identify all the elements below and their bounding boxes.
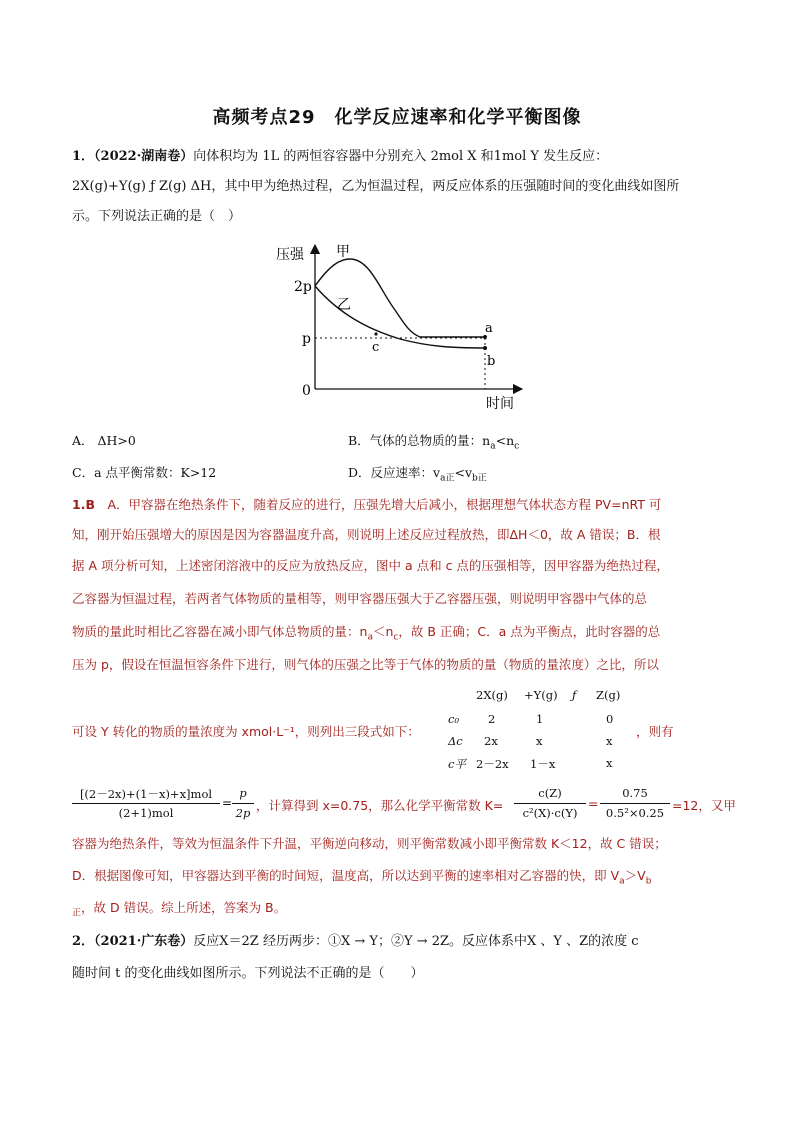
table-cell: x <box>606 756 613 770</box>
answer-line-2: 知，刚开始压强增大的原因是因为容器温度升高，则说明上述反应过程放热，即ΔH＜0，故 A 错误；B．根 <box>72 527 661 542</box>
curve-jia-label: 甲 <box>336 244 350 260</box>
answer-line-9: 容器为绝热条件，等效为恒温条件下升温，平衡逆向移动，则平衡常数减小即平衡常数 K＜12，故 C 错误； <box>72 836 667 851</box>
fraction-1-denominator: (2+1)mol <box>118 806 174 820</box>
answer-line-6: 压为 p，假设在恒温恒容条件下进行，则气体的压强之比等于气体的物质的量（物质的量浓度）之比，所以 <box>72 657 659 672</box>
pressure-time-graph <box>270 235 530 415</box>
table-row-label: Δc <box>448 734 463 748</box>
table-header-arrow: ƒ <box>572 688 577 702</box>
answer-line-8-mid: ，计算得到 x=0.75，那么化学平衡常数 K= <box>256 798 504 813</box>
question-number: 1． <box>72 149 95 164</box>
answer-line-8-end: =12，又甲 <box>672 798 736 813</box>
option-c: C．a 点平衡常数：K>12 <box>72 465 217 480</box>
option-d: D．反应速率：$v_{a正}<v_{b正}$ <box>348 465 487 484</box>
fraction-2-denominator: 2p <box>235 806 251 820</box>
answer-label: 1.B <box>72 497 95 512</box>
point-c-label: c <box>372 340 380 355</box>
question-1-line-3: 示。下列说法正确的是（ ） <box>72 209 242 224</box>
question-2-line-2: 随时间 t 的变化曲线如图所示。下列说法不正确的是（ ） <box>72 966 424 981</box>
x-axis-label: 时间 <box>486 396 514 412</box>
fraction-4-denominator: 0.5²×0.25 <box>605 806 665 820</box>
question-number: 2． <box>72 934 95 949</box>
question-stem: 反应X＝2Z 经历两步：①X → Y；②Y → 2Z。反应体系中X 、Y 、Z的浓度 c <box>193 934 639 949</box>
table-row-label: c平 <box>448 757 466 771</box>
y-axis-label: 压强 <box>276 247 304 263</box>
question-2-line-1 <box>72 930 639 949</box>
answer-line-10: D．根据图像可知，甲容器达到平衡的时间短，温度高，所以达到平衡的速率相对乙容器的快，即 $V_a>V_b$ <box>72 868 652 887</box>
table-cell: 1－x <box>530 757 556 771</box>
question-stem: ，其中甲为绝热过程，乙为恒温过程，两反应体系的压强随时间的变化曲线如图所 <box>211 179 680 194</box>
fraction-2-numerator: p <box>239 786 247 800</box>
answer-line-5: 物质的量此时相比乙容器在减小即气体总物质的量：$n_a<n_c$，故 B 正确；C．a 点为平衡点，此时容器的总 <box>72 624 661 643</box>
fraction-3-bar <box>514 803 586 804</box>
fraction-1-numerator: [(2－2x)+(1－x)+x]mol <box>79 787 213 801</box>
question-source: （2022·湖南卷） <box>94 149 194 164</box>
table-cell: x <box>536 734 543 748</box>
answer-line-7b: ，则有 <box>636 724 674 739</box>
answer-line-11: $_正$，故 D 错误。综上所述，答案为 B。 <box>72 900 287 919</box>
option-b: B．气体的总物质的量：$n_a<n_c$ <box>348 433 520 452</box>
fraction-4-numerator: 0.75 <box>622 786 648 800</box>
answer-line-1: 1.B A．甲容器在绝热条件下，随着反应的进行，压强先增大后减小，根据理想气体状态方程 PV=nRT 可 <box>72 497 662 512</box>
table-header-y: +Y(g) <box>524 688 558 702</box>
reaction-equation: 2X(g)+Y(g) ƒ Z(g) ΔH <box>72 179 212 194</box>
fraction-3-numerator: c(Z) <box>538 786 562 800</box>
table-header-2x: 2X(g) <box>476 688 508 702</box>
equals-sign: = <box>222 796 233 810</box>
option-a: A． ΔH>0 <box>72 433 136 448</box>
table-cell: 2x <box>484 734 498 748</box>
ice-table <box>446 688 636 776</box>
tick-p-label: p <box>302 331 311 347</box>
table-row-label: c₀ <box>448 712 460 726</box>
table-cell: x <box>606 734 613 748</box>
tick-2p-label: 2p <box>294 279 312 295</box>
answer-line-7a: 可设 Y 转化的物质的量浓度为 xmol·L⁻¹，则列出三段式如下： <box>72 724 420 739</box>
question-1-line-1 <box>72 145 608 164</box>
question-1-line-2 <box>72 175 679 194</box>
fraction-1-bar <box>72 803 220 804</box>
fraction-3-denominator: c²(X)·c(Y) <box>522 806 578 820</box>
table-cell: 2－2x <box>476 757 509 771</box>
table-header-z: Z(g) <box>596 688 621 702</box>
curve-yi-label: 乙 <box>337 297 351 313</box>
table-cell: 0 <box>606 712 614 726</box>
point-b-label: b <box>487 354 496 369</box>
fraction-2-bar <box>232 803 254 804</box>
answer-line-3: 据 A 项分析可知，上述密闭溶液中的反应为放热反应，图中 a 点和 c 点的压强相等，因甲容器为绝热过程， <box>72 558 669 573</box>
fraction-4-bar <box>600 803 670 804</box>
answer-line-4: 乙容器为恒温过程，若两者气体物质的量相等，则甲容器压强大于乙容器压强，则说明甲容器中气体的总 <box>72 591 648 606</box>
equals-sign: = <box>588 796 599 811</box>
origin-label: 0 <box>302 383 311 399</box>
page-title: 高频考点29 化学反应速率和化学平衡图像 <box>212 107 582 128</box>
question-stem: 向体积均为 1L 的两恒容容器中分别充入 2mol X 和1mol Y 发生反应： <box>193 149 609 164</box>
point-a-label: a <box>485 321 493 336</box>
table-cell: 2 <box>488 712 496 726</box>
point-b-marker <box>483 346 487 350</box>
table-cell: 1 <box>536 712 544 726</box>
question-source: （2021·广东卷） <box>94 934 194 949</box>
point-c-marker <box>374 332 377 335</box>
